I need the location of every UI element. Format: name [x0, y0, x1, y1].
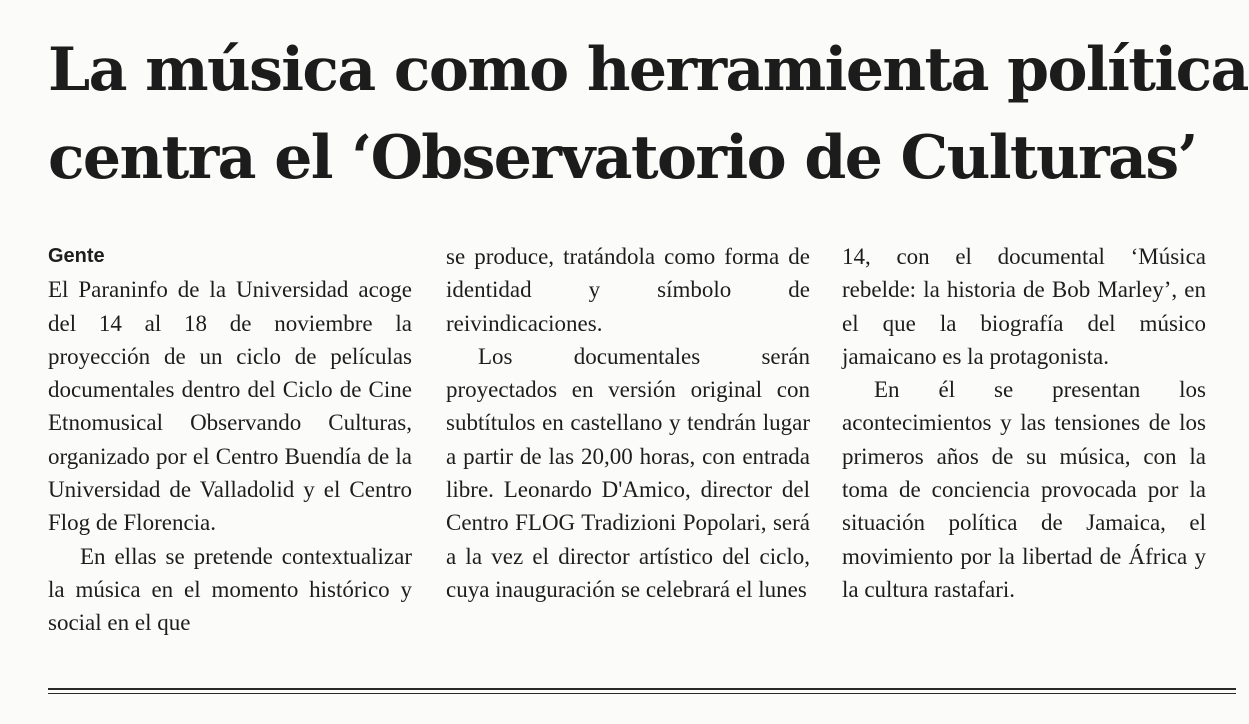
headline-line-2: centra el ‘Observatorio de Culturas’	[48, 123, 1197, 193]
article-column-3	[842, 240, 1206, 606]
article-body	[48, 240, 1208, 680]
paragraph: Los documentales serán proyectados en versión original con subtítulos en castellano y tendrán lugar a partir de las 20,00 horas, con entrada libre. Leonardo D'Amico, director del Centro FLOG Tradizioni Popolari, será a la vez el director artístico del ciclo, cuya inauguración se celebrará el lunes	[446, 343, 810, 602]
headline-line-1: La música como herramienta política	[48, 35, 1248, 105]
paragraph: El Paraninfo de la Universidad acoge del 14 al 18 de noviembre la proyección de un ciclo de películas documentales dentro del Ciclo de Cine Etnomusical Observando Culturas, organizado por el Centro Buendía de la Universidad de Valladolid y el Centro Flog de Florencia.	[48, 277, 412, 536]
article-column-2	[446, 240, 810, 606]
bottom-rule-thin	[48, 693, 1236, 694]
headline	[48, 26, 1248, 202]
paragraph-continuation: 14, con el documental ‘Música rebelde: la historia de Bob Marley’, en el que la biografía del músico jamaicano es la protagonista.	[842, 244, 1206, 369]
paragraph: En él se presentan los acontecimientos y las tensiones de los primeros años de su música, con la toma de conciencia provocada por la situación política de Jamaica, el movimiento por la libertad de África y la cultura rastafari.	[842, 377, 1206, 602]
paragraph: En ellas se pretende contextualizar la música en el momento histórico y social en el que	[48, 543, 412, 636]
paragraph-continuation: se produce, tratándola como forma de identidad y símbolo de reivindicaciones.	[446, 244, 810, 336]
article-column-1	[48, 240, 412, 640]
bottom-rule	[48, 688, 1236, 690]
byline: Gente	[48, 245, 105, 267]
